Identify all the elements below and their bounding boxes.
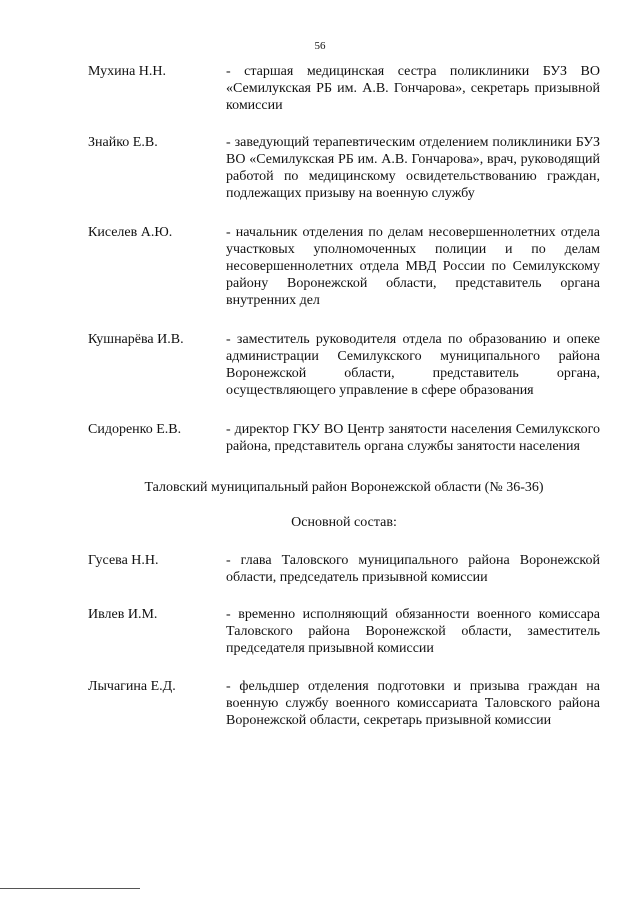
- member-name: Ивлев И.М.: [88, 607, 158, 622]
- member-name: Лычагина Е.Д.: [88, 679, 176, 694]
- footer-rule: [0, 888, 140, 889]
- document-body: [88, 63, 600, 729]
- member-name: Сидоренко Е.В.: [88, 422, 182, 437]
- member-entry: [88, 606, 600, 657]
- member-role: - заместитель руководителя отдела по образованию и опеке администрации Семилукского муниципального района Воронежской области, представитель органа, осуществляющего управление в сфере образования: [226, 332, 600, 398]
- member-entry: [88, 678, 600, 729]
- member-entry: [88, 552, 600, 586]
- member-role: - старшая медицинская сестра поликлиники БУЗ ВО «Семилукская РБ им. А.В. Гончарова», секретарь призывной комиссии: [226, 64, 600, 113]
- member-name: Мухина Н.Н.: [88, 64, 167, 79]
- member-role: - глава Таловского муниципального района Воронежской области, председатель призывной комиссии: [226, 553, 600, 585]
- member-name: Гусева Н.Н.: [88, 553, 159, 568]
- member-role: - фельдшер отделения подготовки и призыва граждан на военную службу военного комиссариата Таловского района Воронежской области, секретарь призывной комиссии: [226, 679, 600, 728]
- member-name: Знайко Е.В.: [88, 135, 158, 150]
- member-role: - временно исполняющий обязанности военного комиссара Таловского района Воронежской области, заместитель председателя призывной комиссии: [226, 607, 600, 656]
- page-number: 56: [314, 40, 326, 52]
- member-role: - заведующий терапевтическим отделением поликлиники БУЗ ВО «Семилукская РБ им. А.В. Гончарова», врач, руководящий работой по медицинскому освидетельствованию граждан, подлежащих призыву на военную службу: [226, 135, 600, 201]
- member-role: - начальник отделения по делам несовершеннолетних отдела участковых уполномоченных полиции и по делам несовершеннолетних отдела МВД России по Семилукскому району Воронежской области, представитель органа внутренних дел: [226, 225, 600, 308]
- composition-title: Основной состав:: [291, 515, 397, 530]
- member-entry: [88, 134, 600, 202]
- member-entry: [88, 331, 600, 399]
- member-role: - директор ГКУ ВО Центр занятости населения Семилукского района, представитель органа службы занятости населения: [226, 422, 600, 454]
- district-title: Таловский муниципальный район Воронежской области (№ 36-36): [144, 480, 544, 495]
- member-name: Киселев А.Ю.: [88, 225, 173, 240]
- member-entry: [88, 224, 600, 309]
- member-entry: [88, 63, 600, 114]
- member-entry: [88, 421, 600, 455]
- member-name: Кушнарёва И.В.: [88, 332, 184, 347]
